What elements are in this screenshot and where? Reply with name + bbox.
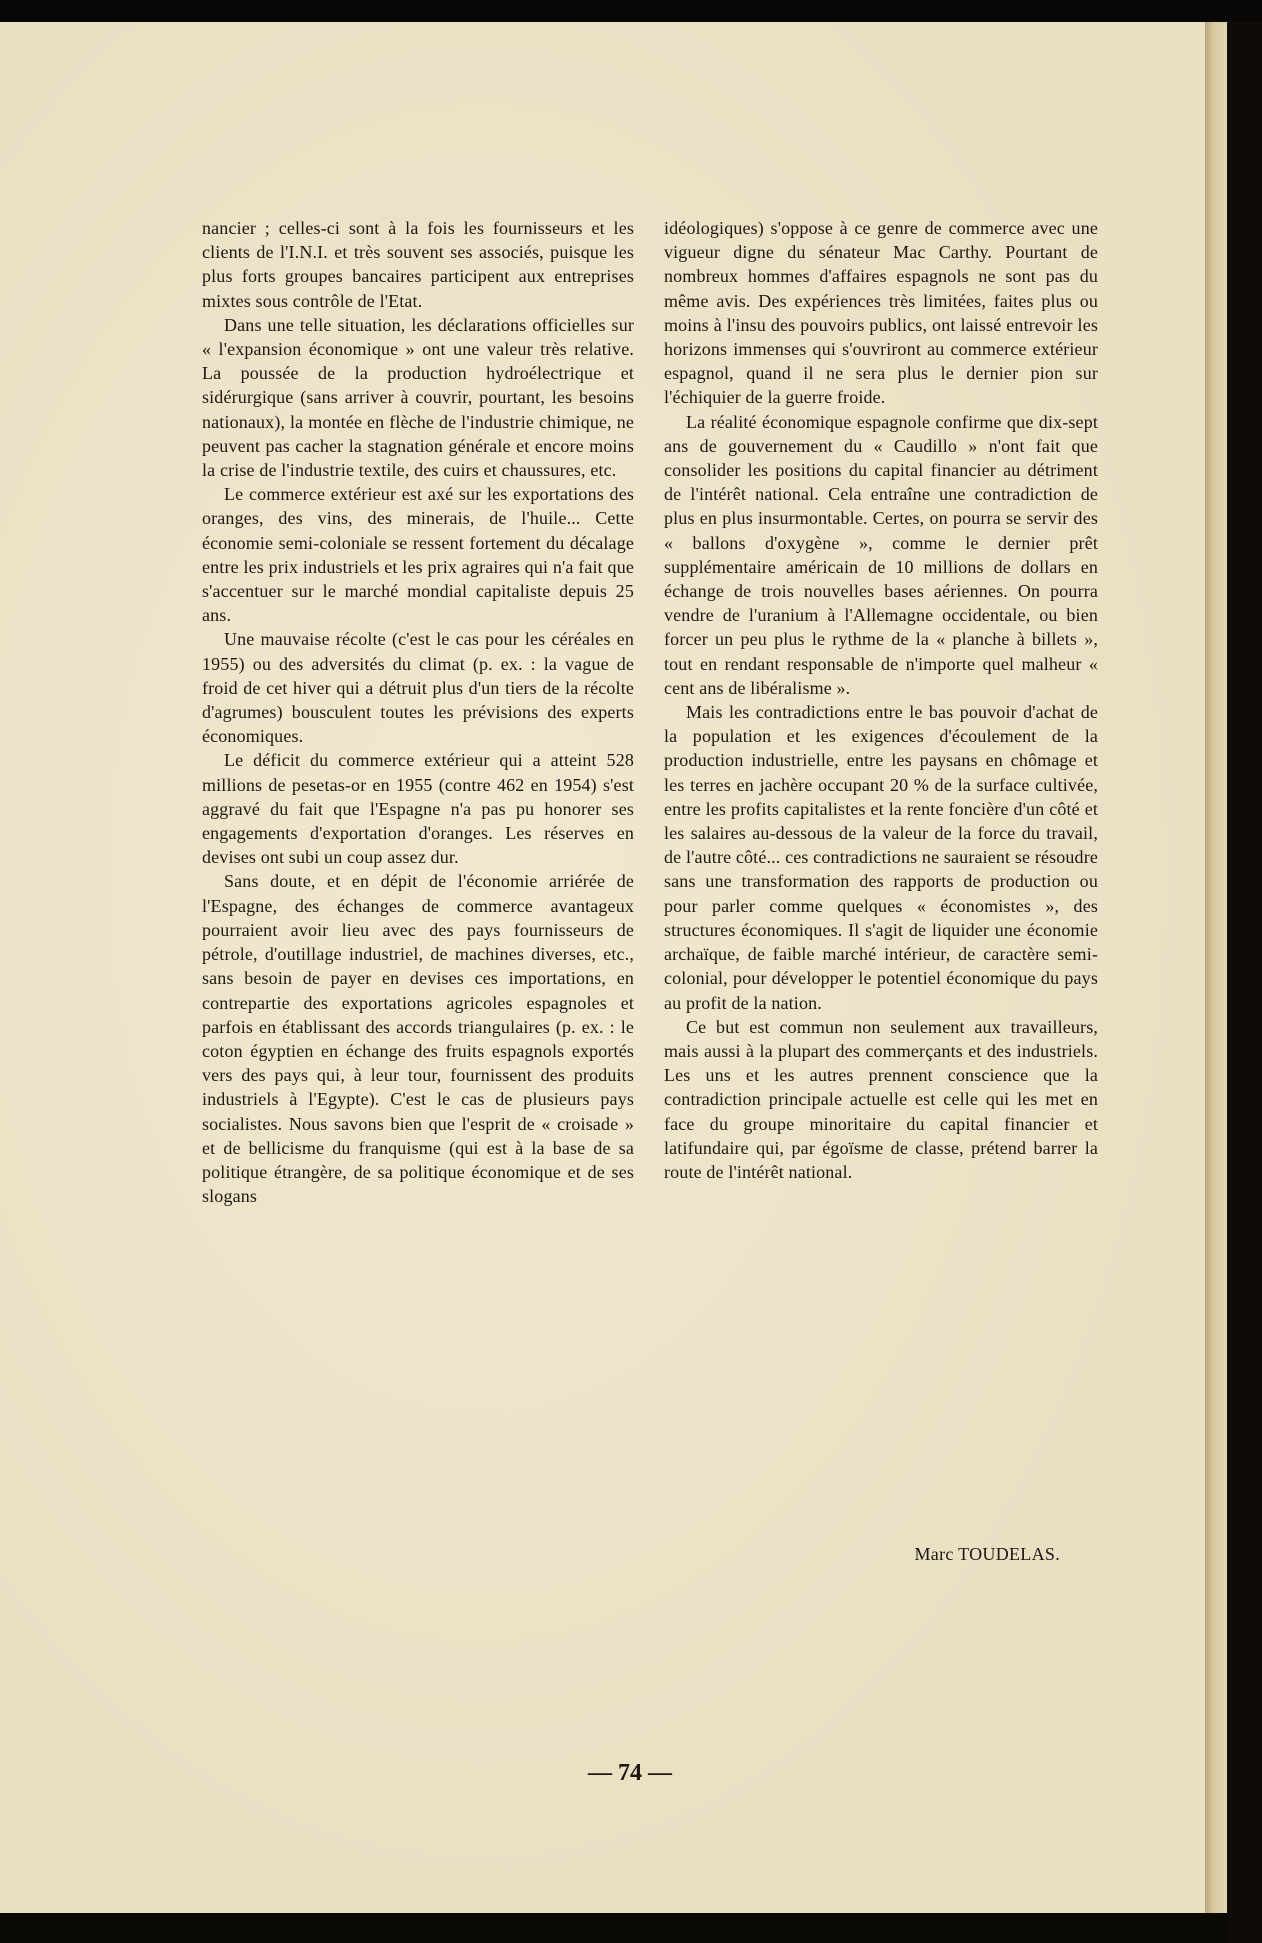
paragraph: Le commerce extérieur est axé sur les exportations des oranges, des vins, des minerais, de l'huile... Cette économie semi-coloniale se ressent fortement du décalage entre les prix industriels et les prix agraires qui n'a fait que s'accentuer sur le marché mondial capitaliste depuis 25 ans. — [202, 484, 634, 626]
paragraph: La réalité économique espagnole confirme que dix-sept ans de gouvernement du « Caudillo » n'ont fait que consolider les positions du capital financier au détriment de l'intérêt national. Cela entraîne une contradiction de plus en plus insurmontable. Certes, on pourra se servir des « ballons d'oxygène », comme le dernier prêt supplémentaire américain de 10 millions de dollars en échange de trois nouvelles bases aériennes. On pourra vendre de l'uranium à l'Allemagne occidentale, ou bien forcer un peu plus le rythme de la « planche à billets », tout en rendant responsable de n'importe quel malheur « cent ans de libéralisme ». — [664, 411, 1098, 698]
page-number: — 74 — — [588, 1760, 672, 1786]
left-column — [202, 216, 634, 1208]
top-border — [0, 0, 1262, 22]
paragraph: Dans une telle situation, les déclarations officielles sur « l'expansion économique » ont une valeur très relative. La poussée de la production hydroélectrique et sidérurgique (sans arriver à couvrir, pourtant, les besoins nationaux), la montée en flèche de l'industrie chimique, ne peuvent pas cacher la stagnation générale et encore moins la crise de l'industrie textile, des cuirs et chaussures, etc. — [202, 314, 634, 481]
paragraph: idéologiques) s'oppose à ce genre de commerce avec une vigueur digne du sénateur Mac Carthy. Pourtant de nombreux hommes d'affaires espagnols ne sont pas du même avis. Des expériences très limitées, faites plus ou moins à l'insu des pouvoirs publics, ont laissé entrevoir les horizons immenses qui s'ouvriront au commerce extérieur espagnol, quand il ne sera plus le dernier pion sur l'échiquier de la guerre froide. — [664, 218, 1098, 408]
paragraph: Le déficit du commerce extérieur qui a atteint 528 millions de pesetas-or en 1955 (contre 462 en 1954) s'est aggravé du fait que l'Espagne n'a pas pu honorer ses engagements d'exportation d'oranges. Les réserves en devises ont subi un coup assez dur. — [202, 750, 634, 868]
scan-border-right — [1227, 22, 1262, 1943]
scan-border-bottom — [0, 1913, 1227, 1943]
author-signature: Marc TOUDELAS. — [914, 1544, 1060, 1564]
paragraph: Ce but est commun non seulement aux travailleurs, mais aussi à la plupart des commerçants et des industriels. Les uns et les autres prennent conscience que la contradiction principale actuelle est celle qui les met en face du groupe minoritaire du capital financier et latifundaire qui, par égoïsme de classe, prétend barrer la route de l'intérêt national. — [664, 1016, 1098, 1182]
paragraph: Sans doute, et en dépit de l'économie arriérée de l'Espagne, des échanges de commerce avantageux pourraient avoir lieu avec des pays fournisseurs de pétrole, d'outillage industriel, de machines diverses, etc., sans besoin de payer en devises ces importations, en contrepartie des exportations agricoles espagnoles et parfois en établissant des accords triangulaires (p. ex. : le coton égyptien en échange des fruits espagnols exportés vers des pays qui, à leur tour, fournissent des produits industriels à l'Egypte). C'est le cas de plusieurs pays socialistes. Nous savons bien que l'esprit de « croisade » et de bellicisme du franquisme (qui est à la base de sa politique étrangère, de sa politique économique et de ses slogans — [202, 871, 634, 1207]
page-edge — [1205, 22, 1227, 1913]
paragraph: Mais les contradictions entre le bas pouvoir d'achat de la population et les exigences d'écoulement de la production industrielle, entre les paysans en chômage et les terres en jachère occupant 20 % de la surface cultivée, entre les profits capitalistes et la rente foncière d'un côté et les salaires au-dessous de la valeur de la force du travail, de l'autre côté... ces contradictions ne sauraient se résoudre sans une transformation des rapports de production ou pour parler comme quelques « économistes », des structures économiques. Il s'agit de liquider une économie archaïque, de faible marché intérieur, de caractère semi-colonial, pour développer le potentiel économique du pays au profit de la nation. — [664, 702, 1098, 1013]
paragraph: Une mauvaise récolte (c'est le cas pour les céréales en 1955) ou des adversités du climat (p. ex. : la vague de froid de cet hiver qui a détruit plus d'un tiers de la récolte d'agrumes) bousculent toutes les prévisions des experts économiques. — [202, 629, 634, 747]
paragraph: nancier ; celles-ci sont à la fois les fournisseurs et les clients de l'I.N.I. et très souvent ses associés, puisque les plus forts groupes bancaires participent aux entreprises mixtes sous contrôle de l'Etat. — [202, 218, 634, 311]
right-column — [664, 216, 1098, 1184]
